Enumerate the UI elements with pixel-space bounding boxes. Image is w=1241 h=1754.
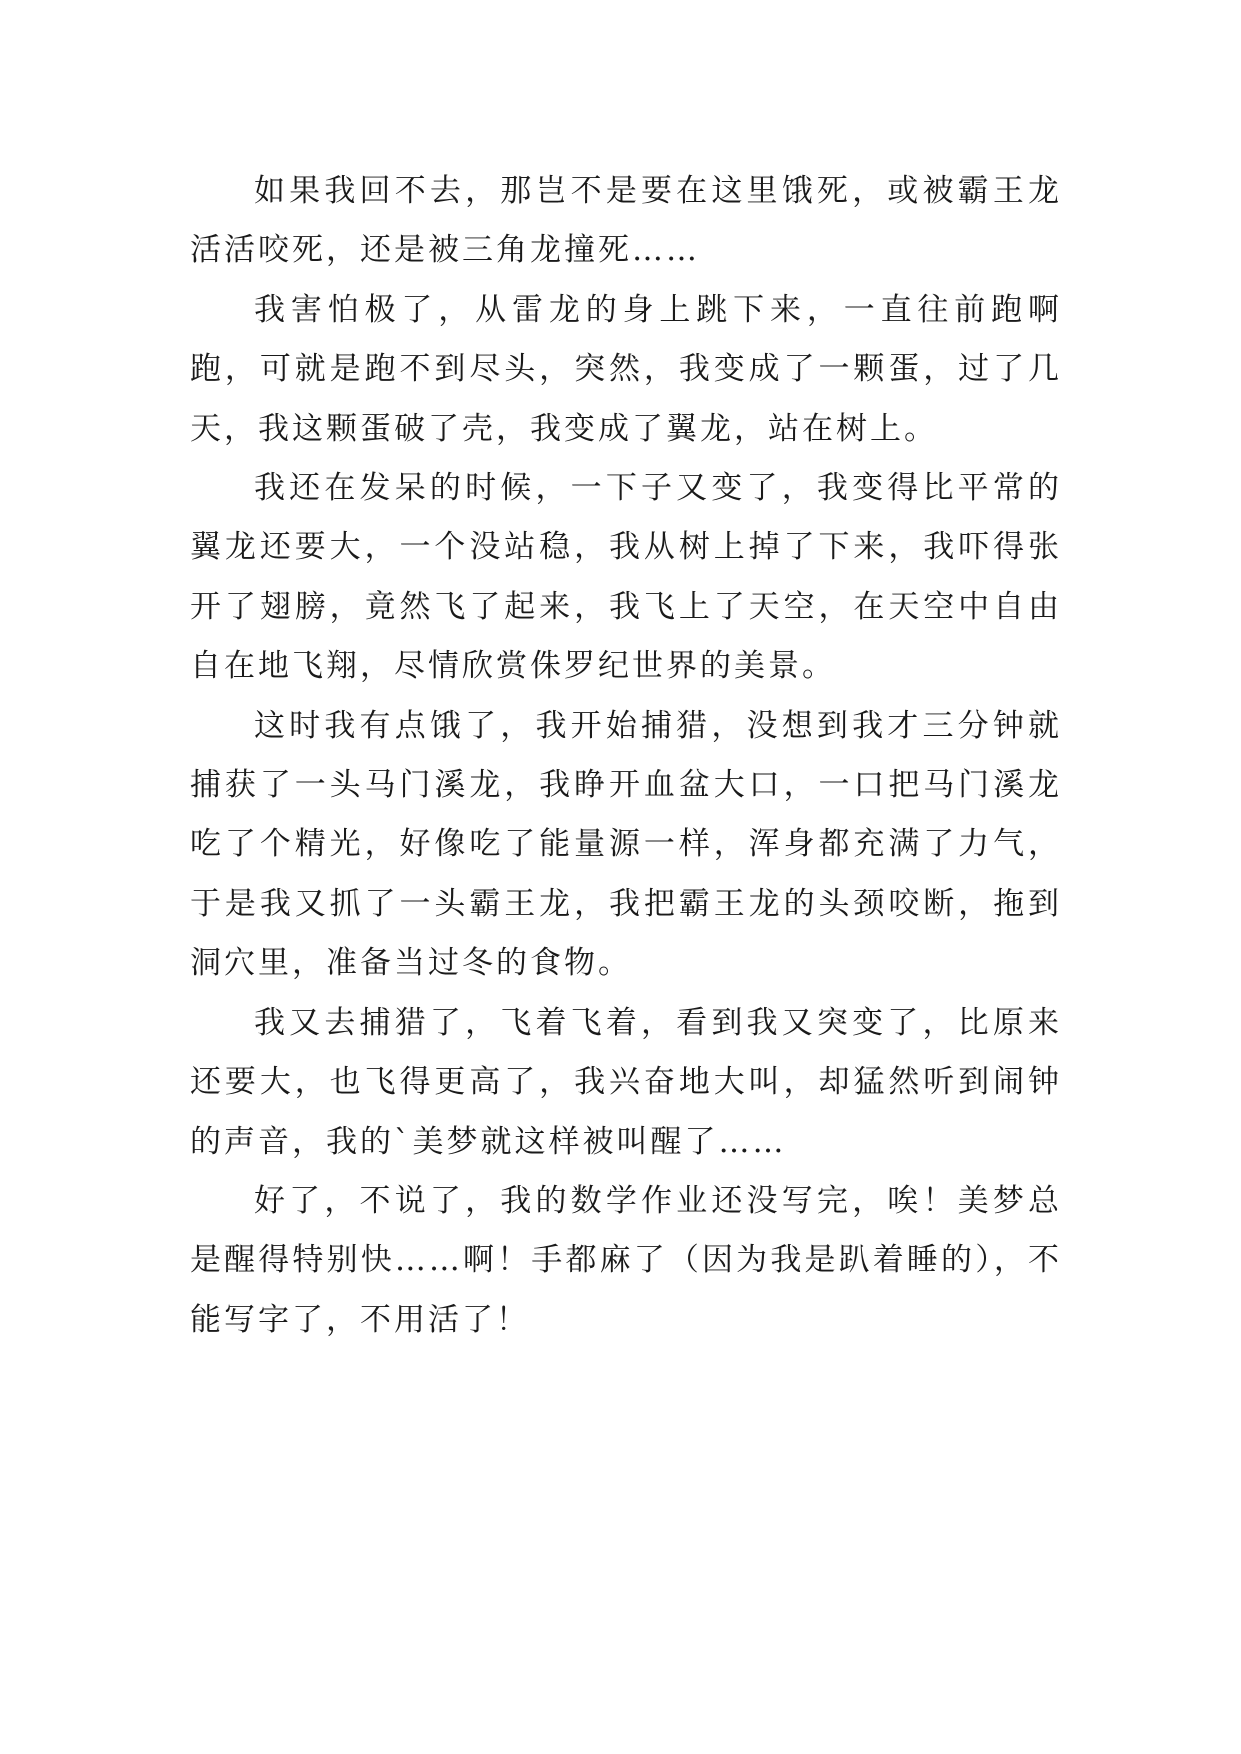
paragraph-2: 我害怕极了，从雷龙的身上跳下来，一直往前跑啊跑，可就是跑不到尽头，突然，我变成了一颗蛋，过了几天，我这颗蛋破了壳，我变成了翼龙，站在树上。 — [190, 291, 1062, 447]
paragraph-5: 我又去捕猎了，飞着飞着，看到我又突变了，比原来还要大，也飞得更高了，我兴奋地大叫，却猛然听到闹钟的声音，我的`美梦就这样被叫醒了…… — [190, 1004, 1062, 1160]
document-body — [190, 162, 1062, 1350]
paragraph-3: 我还在发呆的时候，一下子又变了，我变得比平常的翼龙还要大，一个没站稳，我从树上掉了下来，我吓得张开了翅膀，竟然飞了起来，我飞上了天空，在天空中自由自在地飞翔，尽情欣赏侏罗纪世界的美景。 — [190, 470, 1062, 685]
paragraph-6: 好了，不说了，我的数学作业还没写完，唉！美梦总是醒得特别快……啊！手都麻了（因为我是趴着睡的），不能写字了，不用活了！ — [190, 1182, 1062, 1338]
paragraph-1: 如果我回不去，那岂不是要在这里饿死，或被霸王龙活活咬死，还是被三角龙撞死…… — [190, 173, 1062, 269]
paragraph-4: 这时我有点饿了，我开始捕猎，没想到我才三分钟就捕获了一头马门溪龙，我睁开血盆大口，一口把马门溪龙吃了个精光，好像吃了能量源一样，浑身都充满了力气，于是我又抓了一头霸王龙，我把霸王龙的头颈咬断，拖到洞穴里，准备当过冬的食物。 — [190, 707, 1062, 982]
